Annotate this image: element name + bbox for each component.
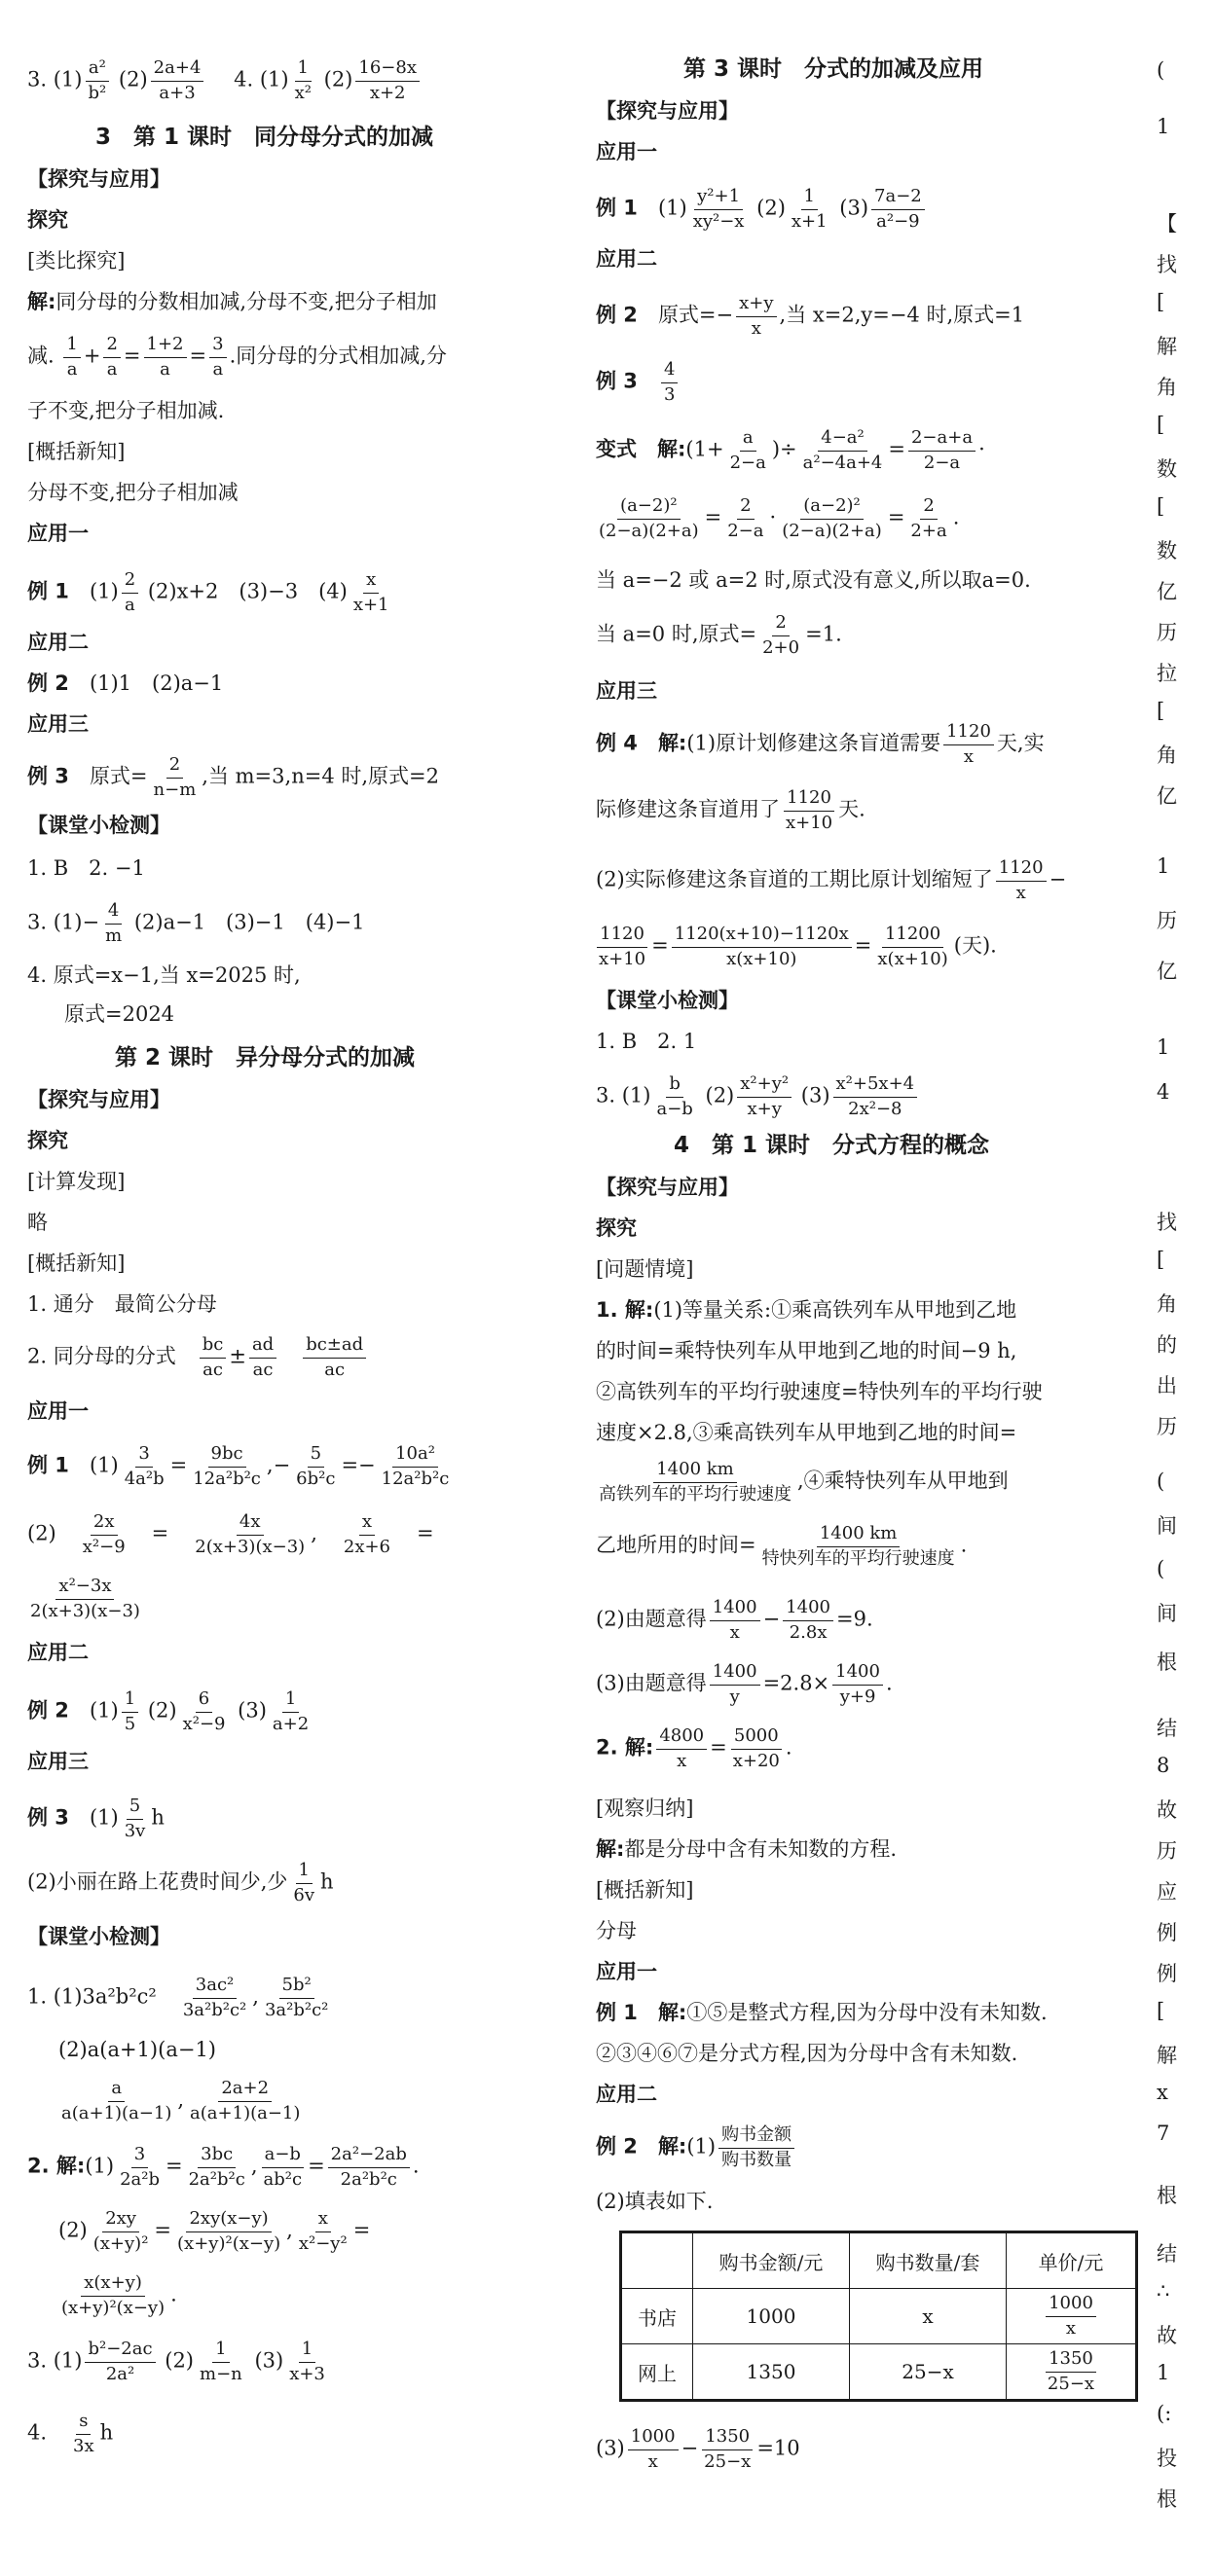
table-cell: $\frac{1350}{25-x}$	[1007, 2344, 1137, 2401]
example-2-sec4-part3: (3) $\frac{1000}{x}$ − $\frac{1350}{25-x}$ =10	[596, 2426, 800, 2472]
clipped-char: 例	[1157, 1921, 1177, 1944]
section-title-1: 3 第 1 课时 同分母分式的加减	[95, 125, 434, 150]
label-summary: [概括新知]	[27, 440, 126, 463]
table-header-cell: 购书金额/元	[693, 2232, 850, 2289]
clipped-char: 故	[1157, 2324, 1177, 2347]
label-analog: [类比探究]	[27, 249, 126, 272]
problem-2: 2. 解: $\frac{4800}{x}$ = $\frac{5000}{x+20}$ .	[596, 1725, 792, 1771]
section-title-3: 第 3 课时 分式的加减及应用	[683, 56, 984, 82]
table-header-cell: 单价/元	[1007, 2232, 1137, 2289]
answer-line-3-4: 3. (1) $\frac{\text{a²}}{\text{b²}}$ (2) $\frac{2a+4}{a+3}$ 4. (1) $\frac{1}{\text{x²}}$ (2) $\frac{16-8x}{x+2}$	[27, 58, 423, 103]
clipped-char: 根	[1157, 2184, 1177, 2207]
clipped-char: 1	[1157, 854, 1170, 878]
heading-check-2: 【课堂小检测】	[27, 1925, 170, 1948]
problem-1-line5: 1400 km 高铁列车的平均行驶速度 ,④乘特快列车从甲地到	[599, 1459, 1009, 1505]
check-3: 3. (1)− $\frac{4}{m}$ (2)a−1 (3)−1 (4)−1	[27, 900, 365, 946]
label-app2-3: 应用二	[596, 247, 657, 271]
table-header-cell: 购书数量/套	[850, 2232, 1007, 2289]
example-1: 例 1 (1) $\frac{2}{a}$ (2)x+2 (3)−3 (4) $\frac{x}{x+1}$	[27, 569, 389, 615]
clipped-char: 间	[1157, 1602, 1177, 1625]
clipped-char: 数	[1157, 457, 1177, 481]
summary-text-4: 分母	[596, 1919, 637, 1942]
problem-1-part2: (2)由题意得 $\frac{1400}{x}$ − $\frac{1400}{2.8x}$ =9.	[596, 1597, 873, 1643]
table-cell: 25−x	[850, 2344, 1007, 2401]
variant-line2: $\frac{\text{(a−2)²}}{(2-a)(2+a)}$ = $\frac{2}{2-a}$ · $\frac{\text{(a−2)²}}{(2-a)(2+a)}$ = $\frac{2}{2+a}$ .	[599, 495, 960, 541]
label-summary-2: [概括新知]	[27, 1252, 126, 1275]
clipped-char: [	[1157, 290, 1165, 313]
clipped-char: 间	[1157, 1514, 1177, 1538]
table-cell: $\frac{1000}{x}$	[1007, 2289, 1137, 2344]
clipped-char: 角	[1157, 1292, 1177, 1316]
clipped-char: 角	[1157, 744, 1177, 767]
clipped-char: 解	[1157, 2044, 1177, 2067]
check2-3: 3. (1) $\frac{\text{b²−2ac}}{\text{2a²}}$ (2) $\frac{1}{m-n}$ (3) $\frac{1}{x+3}$	[27, 2339, 325, 2384]
check2-1: 1. (1)3a²b²c² $\frac{\text{3ac²}}{\text{3a²b²c²}}$ , $\frac{\text{5b²}}{\text{3a²b²c²}}$	[27, 1975, 329, 2020]
table-cell: 1350	[693, 2344, 850, 2401]
summary-text: 分母不变,把分子相加减	[27, 481, 239, 504]
example-2-sec3: 例 2 原式=− $\frac{x+y}{x}$ ,当 x=2,y=−4 时,原式=1	[596, 293, 1025, 339]
clipped-char: (	[1157, 58, 1165, 82]
table-cell: 网上	[621, 2344, 693, 2401]
example-3-part2: (2)小丽在路上花费时间少,少 $\frac{1}{6v}$ h	[27, 1860, 334, 1905]
example-2: 例 2 (1)1 (2)a−1	[27, 671, 224, 695]
clipped-char: [	[1157, 1248, 1165, 1271]
table-cell: 1000	[693, 2289, 850, 2344]
clipped-char: 应	[1157, 1880, 1177, 1904]
label-app1-4: 应用一	[596, 1960, 657, 1983]
label-summary-4: [概括新知]	[596, 1878, 694, 1902]
clipped-char: ∴	[1157, 2279, 1170, 2303]
label-problem: [问题情境]	[596, 1257, 694, 1281]
clipped-char: 故	[1157, 1798, 1177, 1822]
clipped-char: 例	[1157, 1962, 1177, 1985]
problem-1-line2: 的时间=乘特快列车从甲地到乙地的时间−9 h,	[596, 1339, 1017, 1362]
check-1-2: 1. B 2. −1	[27, 856, 145, 880]
clipped-char: 【	[1157, 212, 1177, 236]
clipped-char: 历	[1157, 1839, 1177, 1863]
clipped-char: 数	[1157, 539, 1177, 562]
label-app1: 应用一	[27, 522, 89, 545]
label-app3-2: 应用三	[27, 1750, 89, 1773]
example-3-sec3: 例 3 $\frac{4}{3}$	[596, 360, 681, 405]
label-observe: [观察归纳]	[596, 1796, 694, 1820]
label-explore: 探究	[27, 208, 68, 232]
problem-1-line3: ②高铁列车的平均行驶速度=特快列车的平均行驶	[596, 1380, 1043, 1403]
table-cell: x	[850, 2289, 1007, 2344]
calc-omit: 略	[27, 1211, 48, 1234]
clipped-char: 8	[1157, 1754, 1170, 1777]
example-3-sec2: 例 3 (1) $\frac{5}{3v}$ h	[27, 1796, 165, 1841]
example-1-sec4-line2: ②③④⑥⑦是分式方程,因为分母中含有未知数.	[596, 2042, 1018, 2065]
label-app1-3: 应用一	[596, 140, 657, 163]
example-4-line4: $\frac{1120}{x+10}$ = $\frac{1120(x+10)-1120x}{x(x+10)}$ = $\frac{11200}{x(x+10)}$ (天).	[599, 924, 997, 969]
problem-1-line1: 1. 解:(1)等量关系:①乘高铁列车从甲地到乙地	[596, 1298, 1017, 1322]
label-app3-3: 应用三	[596, 679, 657, 703]
clipped-char: (	[1157, 1557, 1165, 1580]
check2-2a: 2. 解:(1) $\frac{3}{\text{2a²b}}$ = $\frac{3bc}{\text{2a²b²c}}$ , $\frac{a-b}{\text{ab²c}}$ = $\frac{\text{2a²−2ab}}{\text{2a²b²c}}$ .	[27, 2144, 420, 2190]
variant-line4: 当 a=0 时,原式= $\frac{2}{2+0}$ =1.	[596, 612, 842, 658]
clipped-char: 历	[1157, 1415, 1177, 1438]
heading-explore-4: 【探究与应用】	[596, 1176, 739, 1199]
problem-1-line6: 乙地所用的时间= 1400 km 特快列车的平均行驶速度 .	[596, 1523, 968, 1569]
example-3: 例 3 原式= $\frac{2}{n-m}$ ,当 m=3,n=4 时,原式=2	[27, 754, 439, 800]
clipped-char: 亿	[1157, 960, 1177, 983]
clipped-char: 亿	[1157, 580, 1177, 603]
label-app1-2: 应用一	[27, 1399, 89, 1423]
clipped-char: 1	[1157, 2361, 1170, 2384]
clipped-char: (:	[1157, 2402, 1172, 2425]
clipped-char: 角	[1157, 376, 1177, 399]
label-app3: 应用三	[27, 712, 89, 736]
check3-3: 3. (1) $\frac{b}{a-b}$ (2) $\frac{\text{x²+y²}}{x+y}$ (3) $\frac{\text{x²+5x+4}}{\text{2x²−8}}$	[596, 1074, 920, 1119]
clipped-char: 拉	[1157, 662, 1177, 685]
variant-line3: 当 a=−2 或 a=2 时,原式没有意义,所以取a=0.	[596, 568, 1031, 592]
clipped-char: 解	[1157, 335, 1177, 358]
example-1-part1: 例 1 (1) $\frac{3}{\text{4a²b}}$ = $\frac{9bc}{\text{12a²b²c}}$ ,− $\frac{5}{\text{6b²c}}$ =− $\frac{\text{10a²}}{\text{12a²b²c}}$	[27, 1443, 450, 1489]
problem-1-part3: (3)由题意得 $\frac{1400}{y}$ =2.8× $\frac{1400}{y+9}$ .	[596, 1661, 893, 1707]
clipped-char: 1	[1157, 1035, 1170, 1059]
check-4-line2: 原式=2024	[64, 1002, 175, 1026]
clipped-char: 4	[1157, 1080, 1170, 1104]
summary-2: 2. 同分母的分式 $\frac{bc}{ac}$ ± $\frac{ad}{ac}$ $\frac{bc\pm ad}{ac}$	[27, 1335, 369, 1380]
clipped-char: [	[1157, 494, 1165, 518]
heading-explore: 【探究与应用】	[27, 167, 170, 191]
example-1-sec3: 例 1 (1) $\frac{\text{y²+1}}{\text{xy²−x}}$ (2) $\frac{1}{x+1}$ (3) $\frac{7a-2}{\text{a²−9}}$	[596, 187, 928, 232]
section-title-4: 4 第 1 课时 分式方程的概念	[674, 1133, 990, 1158]
clipped-char: [	[1157, 413, 1165, 436]
check2-2b-cont: $\frac{x(x+y)}{\text{(x+y)²(x−y)}}$ .	[61, 2272, 177, 2318]
section-title-2: 第 2 课时 异分母分式的加减	[115, 1045, 416, 1070]
example-1-part2: (2) $\frac{2x}{\text{x²−9}}$ = $\frac{4x}{2(x+3)(x-3)}$ , $\frac{x}{2x+6}$ =	[27, 1511, 434, 1557]
analog-solution-line3: 子不变,把分子相加减.	[27, 399, 225, 422]
example-1-part2-cont: $\frac{\text{x²−3x}}{2(x+3)(x-3)}$	[30, 1576, 140, 1621]
clipped-char: 的	[1157, 1333, 1177, 1357]
example-2-sec2: 例 2 (1) $\frac{1}{5}$ (2) $\frac{6}{\text{x²−9}}$ (3) $\frac{1}{a+2}$	[27, 1688, 310, 1734]
clipped-char: 出	[1157, 1374, 1177, 1397]
purchase-table	[619, 2231, 1138, 2402]
label-calc: [计算发现]	[27, 1170, 126, 1193]
analog-solution-line1: 解:同分母的分数相加减,分母不变,把分子相加	[27, 290, 437, 313]
heading-check-3: 【课堂小检测】	[596, 989, 739, 1012]
clipped-char: (	[1157, 1469, 1165, 1493]
clipped-char: [	[1157, 1999, 1165, 2022]
clipped-char: 亿	[1157, 784, 1177, 808]
label-explore-2: 探究	[27, 1129, 68, 1152]
example-4-line2: 际修建这条盲道用了 $\frac{1120}{x+10}$ 天.	[596, 787, 865, 833]
check3-1: 1. B 2. 1	[596, 1030, 697, 1053]
label-app2-2: 应用二	[27, 1641, 89, 1664]
observe-text: 解:都是分母中含有未知数的方程.	[596, 1837, 898, 1861]
clipped-char: [	[1157, 699, 1165, 722]
heading-explore-3: 【探究与应用】	[596, 99, 739, 123]
clipped-char: 历	[1157, 909, 1177, 932]
clipped-char: 投	[1157, 2447, 1177, 2470]
label-app2: 应用二	[27, 631, 89, 654]
summary-1: 1. 通分 最简公分母	[27, 1292, 217, 1316]
variant-line1: 变式 解:(1+ $\frac{a}{2-a}$ )÷ $\frac{\text{4−a²}}{\text{a²−4a+4}}$ = $\frac{2-a+a}{2-a}$ ·	[596, 427, 985, 473]
heading-explore-2: 【探究与应用】	[27, 1088, 170, 1111]
clipped-char: 历	[1157, 621, 1177, 644]
table-header-row	[621, 2232, 1137, 2289]
label-explore-4: 探究	[596, 1216, 637, 1240]
check2-2b: (2) $\frac{2xy}{\text{(x+y)²}}$ = $\frac{2xy(x-y)}{\text{(x+y)²(x−y)}}$ , $\frac{x}{\text{x²−y²}}$ =	[58, 2208, 371, 2254]
clipped-char: 找	[1157, 1211, 1177, 1234]
table-row	[621, 2344, 1137, 2401]
table-row	[621, 2289, 1137, 2344]
clipped-char: x	[1157, 2081, 1168, 2104]
problem-1-line4: 速度×2.8,③乘高铁列车从甲地到乙地的时间=	[596, 1421, 1017, 1444]
example-4-line3: (2)实际修建这条盲道的工期比原计划缩短了 $\frac{1120}{x}$ −	[596, 857, 1067, 903]
analog-solution-line2: 减. $\frac{1}{a}$ + $\frac{2}{a}$ = $\frac{1+2}{a}$ = $\frac{3}{a}$ .同分母的分式相加减,分	[27, 334, 447, 380]
table-cell: 书店	[621, 2289, 693, 2344]
heading-check: 【课堂小检测】	[27, 814, 170, 837]
table-header-cell	[621, 2232, 693, 2289]
example-2-sec4: 例 2 解:(1) 购书金额 购书数量	[596, 2125, 797, 2170]
clipped-char: 根	[1157, 2487, 1177, 2511]
example-1-sec4: 例 1 解:①⑤是整式方程,因为分母中没有未知数.	[596, 2001, 1048, 2024]
example-2-sec4-line2: (2)填表如下.	[596, 2190, 714, 2213]
label-app2-4: 应用二	[596, 2083, 657, 2106]
clipped-char: 结	[1157, 1717, 1177, 1740]
check2-4: 4. $\frac{s}{3x}$ h	[27, 2411, 114, 2456]
clipped-char: 7	[1157, 2122, 1170, 2145]
clipped-char: 找	[1157, 253, 1177, 276]
check-4-line1: 4. 原式=x−1,当 x=2025 时,	[27, 963, 301, 987]
clipped-char: 根	[1157, 1651, 1177, 1674]
check2-1b-fracs: $\frac{a}{a(a+1)(a-1)}$ , $\frac{2a+2}{a(a+1)(a-1)}$	[61, 2078, 301, 2123]
check2-1b: (2)a(a+1)(a−1)	[58, 2038, 216, 2061]
clipped-char: 结	[1157, 2242, 1177, 2266]
clipped-char: 1	[1157, 115, 1170, 138]
example-4-line1: 例 4 解:(1)原计划修建这条盲道需要 $\frac{1120}{x}$ 天,实	[596, 721, 1045, 767]
